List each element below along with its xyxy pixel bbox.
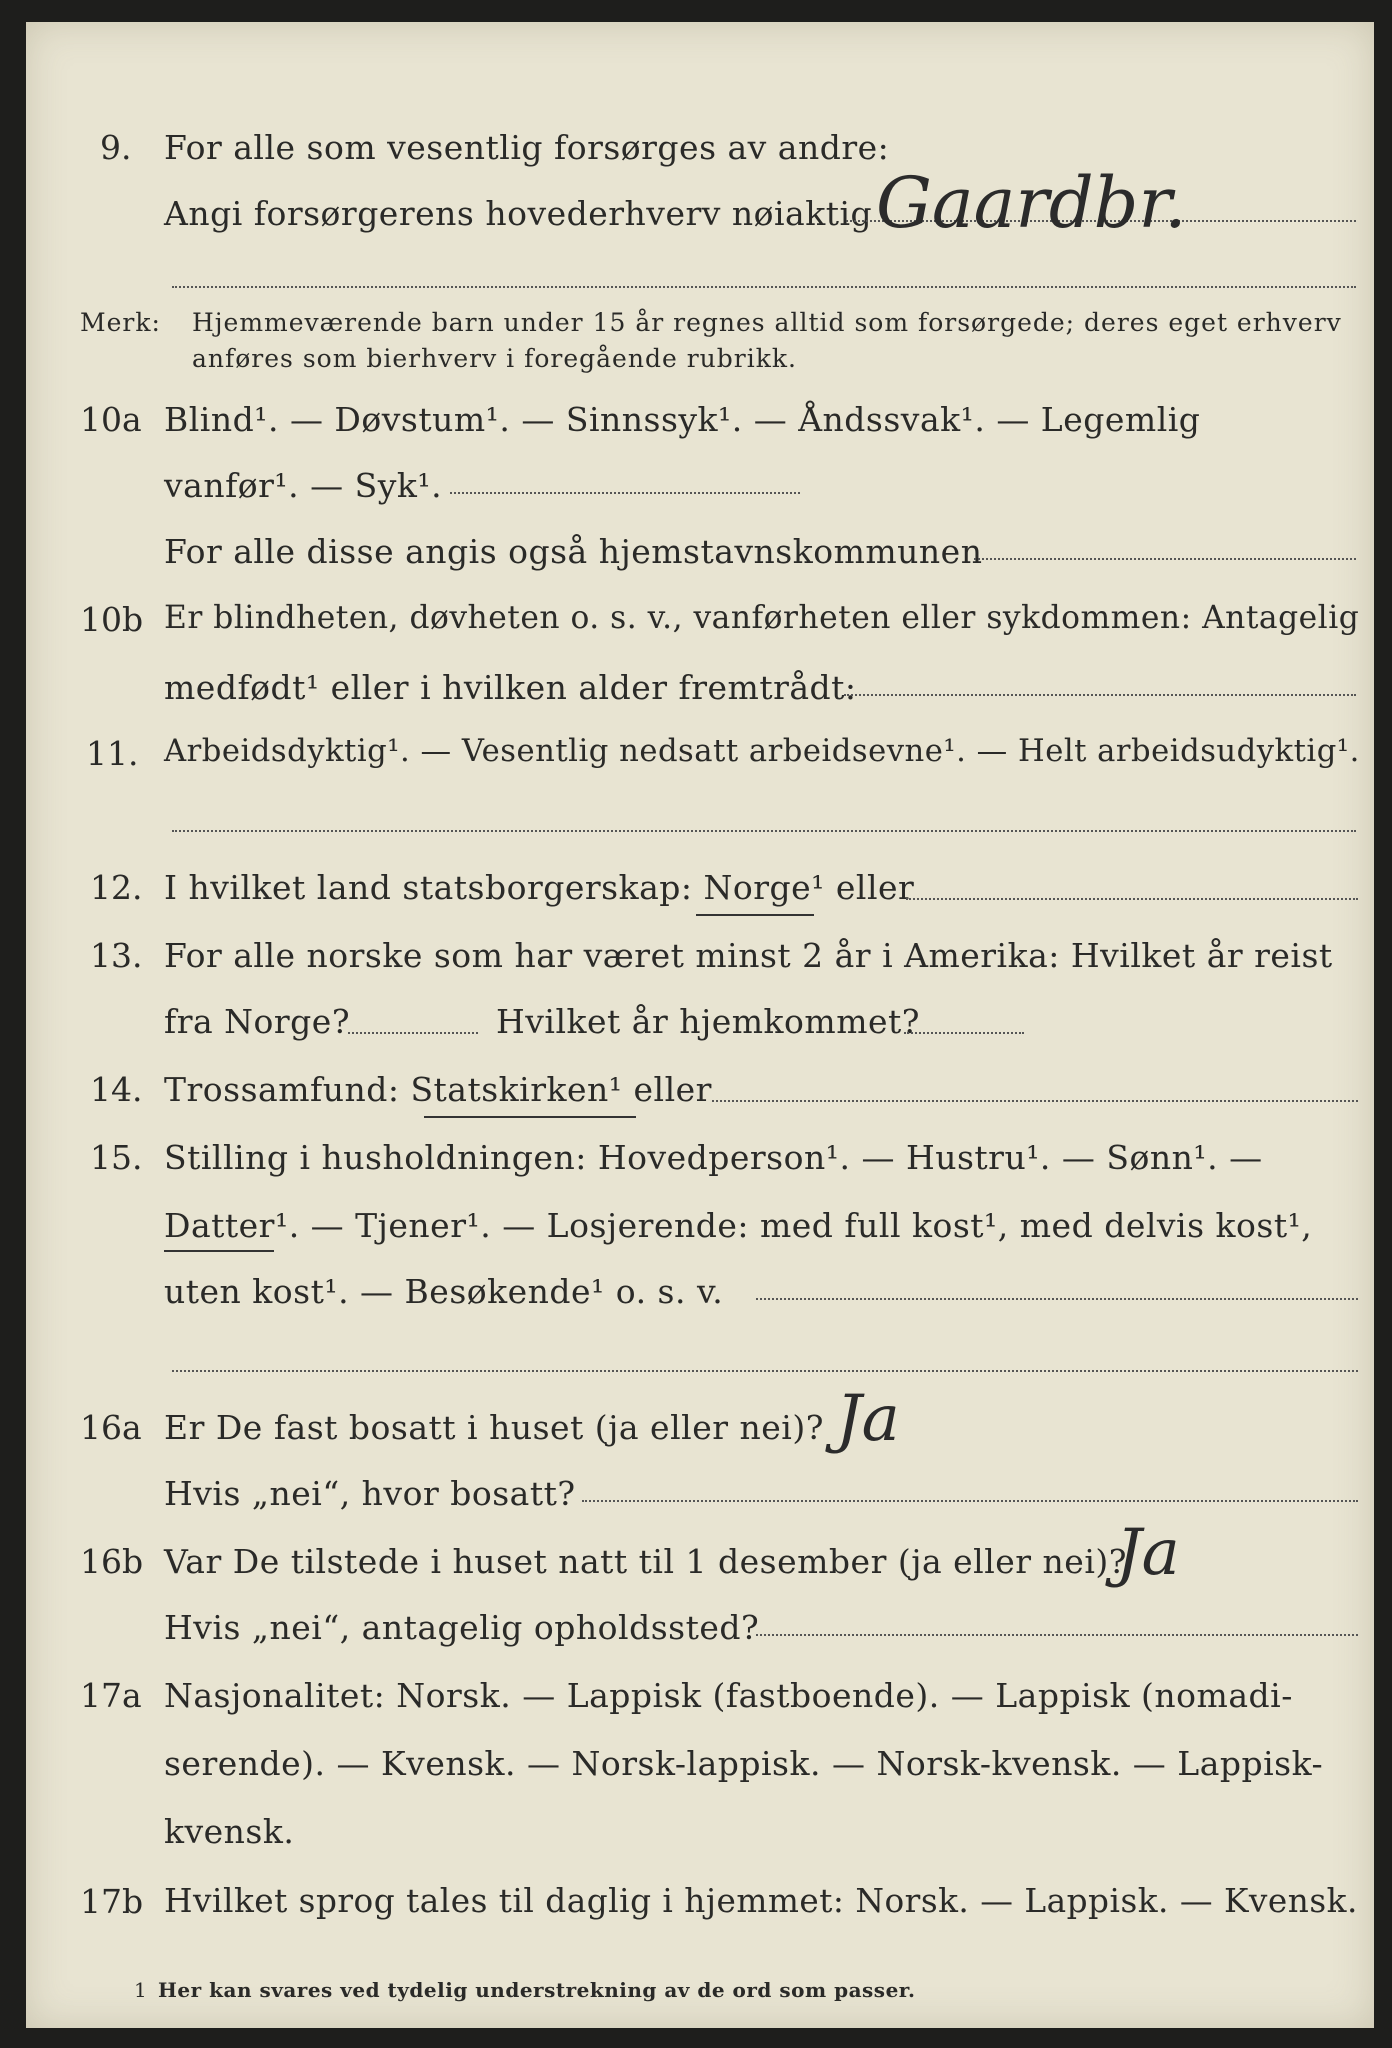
answer-line — [756, 1298, 1358, 1300]
q9-line1: For alle som vesentlig forsørges av andre: — [164, 128, 890, 167]
question-number-10b: 10b — [80, 600, 144, 639]
merk-label: Merk: — [80, 308, 161, 337]
question-number-13: 13. — [90, 936, 143, 975]
answer-line — [906, 898, 1358, 900]
answer-line — [450, 492, 800, 494]
q16a-line2: Hvis „nei“, hvor bosatt? — [164, 1474, 576, 1513]
q16b-handwritten-answer: Ja — [1116, 1516, 1180, 1590]
q16a-handwritten-answer: Ja — [836, 1382, 900, 1456]
q17a-line2: serende). — Kvensk. — Norsk-lappisk. — Norsk-kvensk. — Lappisk- — [164, 1744, 1324, 1783]
merk-line2: anføres som bierhverv i foregående rubrikk. — [192, 344, 797, 373]
answer-line — [974, 558, 1356, 560]
footnote-text: Her kan svares ved tydelig understrekning av de ord som passer. — [158, 1978, 916, 2002]
q16b-line1: Var De tilstede i huset natt til 1 desember (ja eller nei)? — [164, 1542, 1127, 1581]
q16a-line1: Er De fast bosatt i huset (ja eller nei)? — [164, 1408, 824, 1447]
question-number-15: 15. — [90, 1138, 143, 1177]
q9-handwritten-answer: Gaardbr. — [876, 162, 1187, 244]
answer-line — [756, 1634, 1358, 1636]
question-number-17a: 17a — [80, 1676, 142, 1715]
q17a-line3: kvensk. — [164, 1812, 295, 1851]
q15-line2: Datter¹. — Tjener¹. — Losjerende: med full kost¹, med delvis kost¹, — [164, 1206, 1313, 1245]
datter-underline — [164, 1250, 274, 1252]
answer-line — [172, 1370, 1358, 1372]
census-form-page — [26, 22, 1374, 2028]
answer-line — [582, 1500, 1358, 1502]
q15-line3: uten kost¹. — Besøkende¹ o. s. v. — [164, 1272, 724, 1311]
q10a-line1: Blind¹. — Døvstum¹. — Sinnssyk¹. — Åndssvak¹. — Legemlig — [164, 400, 1201, 439]
q14-line1: Trossamfund: Statskirken¹ eller — [164, 1070, 712, 1109]
question-number-14: 14. — [90, 1070, 143, 1109]
merk-line1: Hjemmeværende barn under 15 år regnes alltid som forsørgede; deres eget erhverv — [192, 308, 1342, 337]
footnote-mark: 1 — [134, 1978, 148, 2002]
question-number-12: 12. — [90, 868, 143, 907]
q10a-line2: vanfør¹. — Syk¹. — [164, 466, 443, 505]
q10b-line2: medfødt¹ eller i hvilken alder fremtrådt: — [164, 668, 857, 707]
q10a-line3: For alle disse angis også hjemstavnskommunen — [164, 532, 983, 571]
q9-line2: Angi forsørgerens hovederhverv nøiaktig — [164, 194, 873, 233]
statskirken-underline — [424, 1116, 636, 1118]
q13-line2a: fra Norge? — [164, 1002, 351, 1041]
question-number-11: 11. — [86, 734, 139, 773]
answer-line — [712, 1100, 1358, 1102]
question-number-17b: 17b — [80, 1882, 144, 1921]
q16b-line2: Hvis „nei“, antagelig opholdssted? — [164, 1608, 760, 1647]
q13-line1: For alle norske som har været minst 2 år i Amerika: Hvilket år reist — [164, 936, 1333, 975]
q17a-line1: Nasjonalitet: Norsk. — Lappisk (fastboende). — Lappisk (nomadi- — [164, 1676, 1293, 1715]
q13-line2b: Hvilket år hjemkommet? — [496, 1002, 920, 1041]
answer-line — [172, 286, 1356, 288]
answer-line — [348, 1032, 478, 1034]
answer-line — [844, 694, 1356, 696]
q17b-line1: Hvilket sprog tales til daglig i hjemmet: Norsk. — Lappisk. — Kvensk. — [164, 1882, 1358, 1920]
question-number-16b: 16b — [80, 1542, 144, 1581]
q12-line1: I hvilket land statsborgerskap: Norge¹ eller — [164, 868, 915, 907]
q11-line1: Arbeidsdyktig¹. — Vesentlig nedsatt arbeidsevne¹. — Helt arbeidsudyktig¹. — [164, 734, 1360, 769]
answer-line — [172, 830, 1356, 832]
question-number-10a: 10a — [80, 400, 142, 439]
question-number-9: 9. — [100, 128, 132, 167]
answer-line — [904, 1032, 1024, 1034]
question-number-16a: 16a — [80, 1408, 142, 1447]
q15-line1: Stilling i husholdningen: Hovedperson¹. — Hustru¹. — Sønn¹. — — [164, 1138, 1263, 1177]
q10b-line1: Er blindheten, døvheten o. s. v., vanførheten eller sykdommen: Antagelig — [164, 600, 1360, 636]
norge-underline — [696, 914, 814, 916]
